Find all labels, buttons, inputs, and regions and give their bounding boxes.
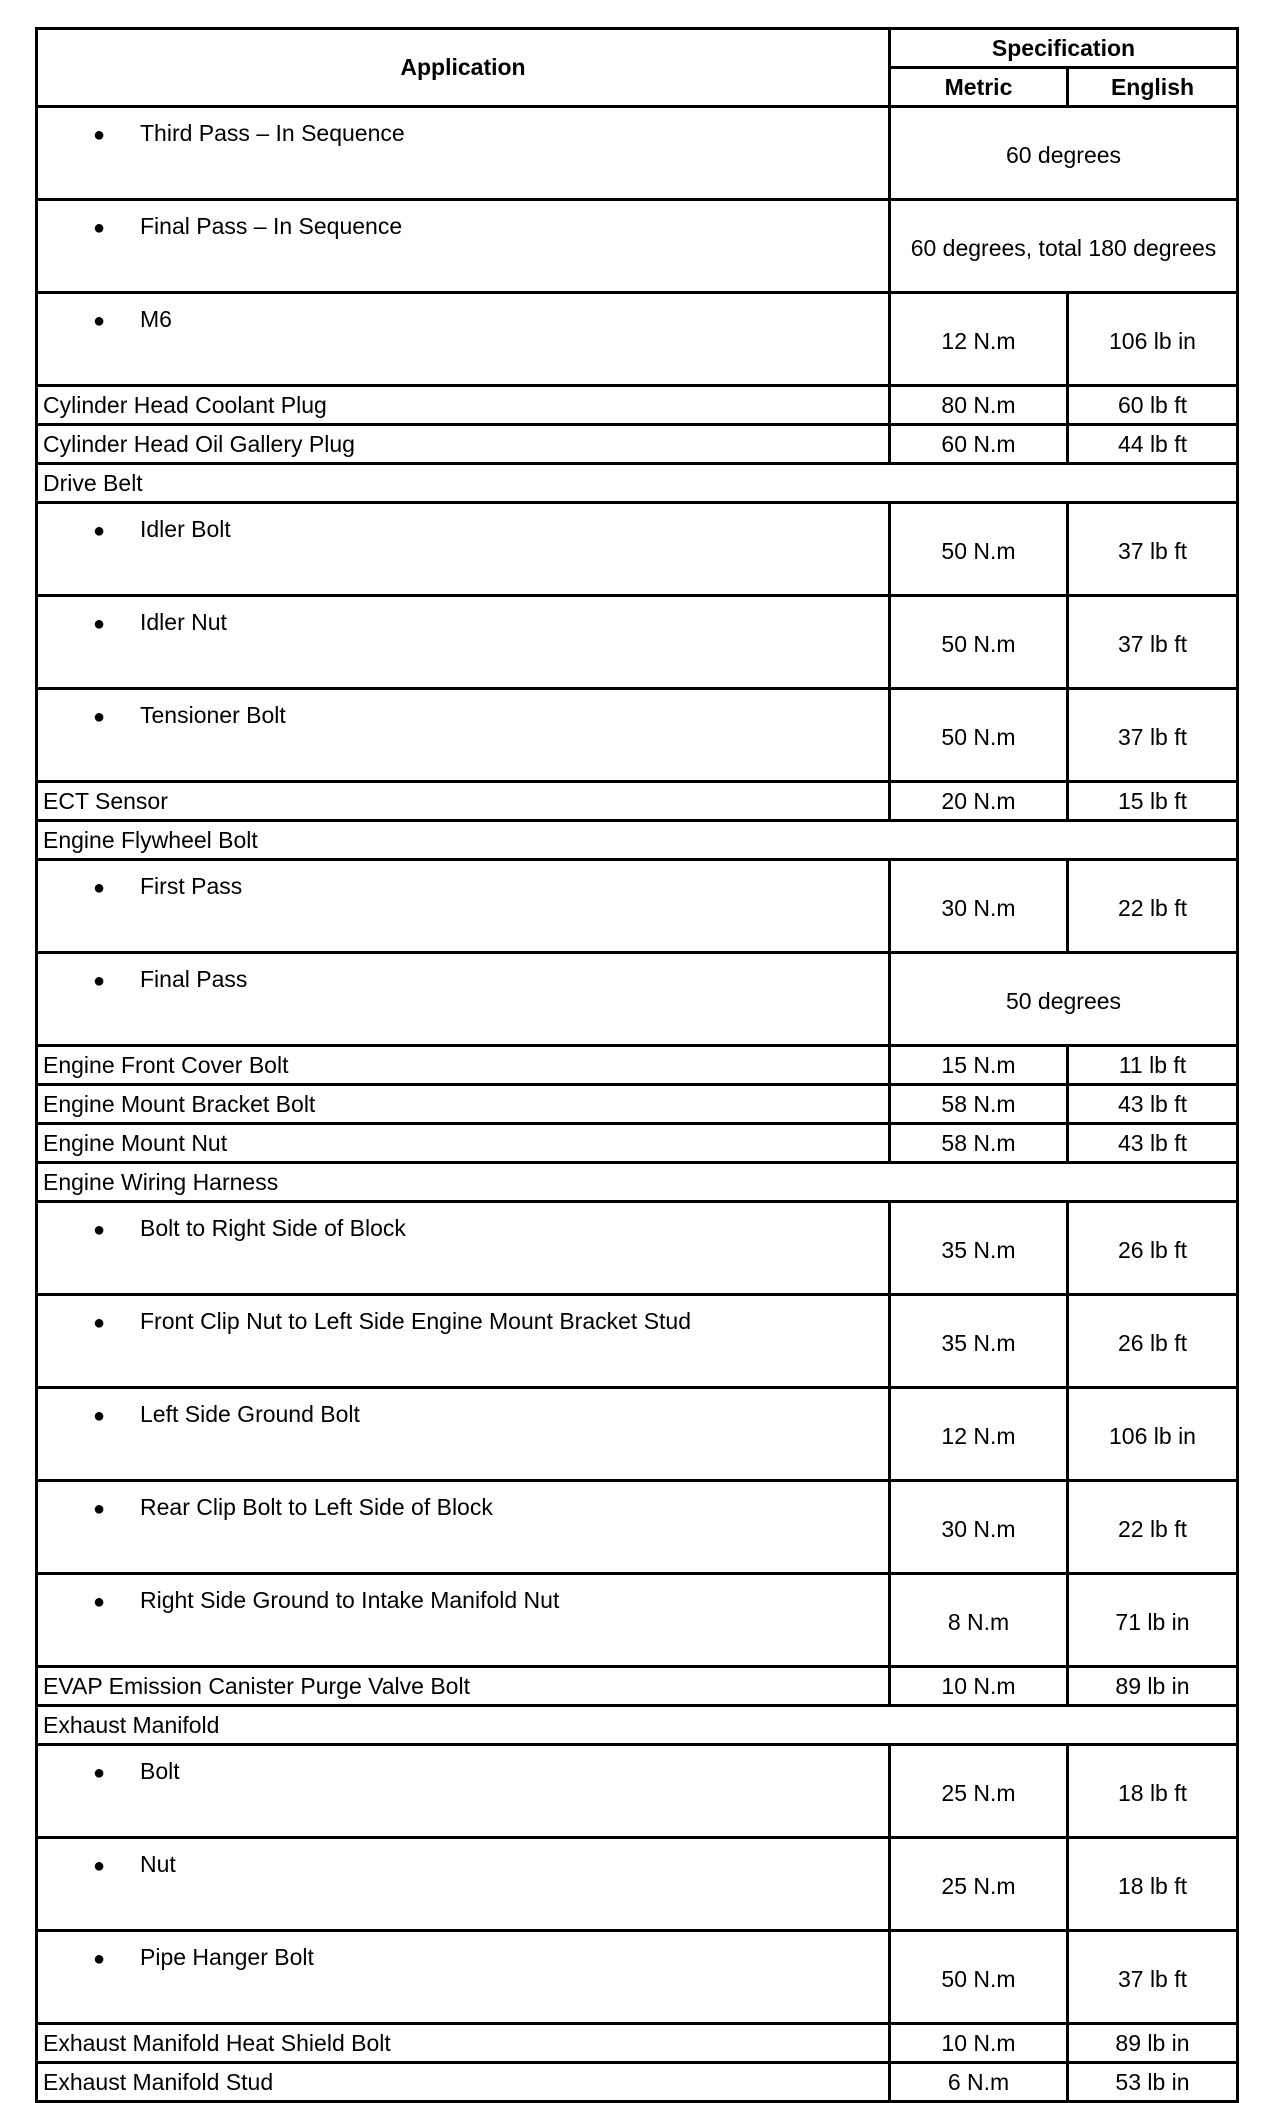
bullet-icon: ● [93, 1762, 106, 1784]
metric-value: 50 N.m [890, 503, 1068, 596]
table-row [37, 1202, 1238, 1295]
table-row [37, 293, 1238, 386]
sub-item-cell [37, 596, 890, 689]
sub-item-cell [37, 200, 890, 293]
spec-value-cell: 60 degrees, total 180 degrees [890, 200, 1238, 293]
metric-value: 15 N.m [890, 1046, 1068, 1085]
sub-item-cell [37, 860, 890, 953]
spec-value-cell: 60 degrees [890, 107, 1238, 200]
metric-value: 58 N.m [890, 1124, 1068, 1163]
sub-item-cell [37, 1202, 890, 1295]
metric-value: 58 N.m [890, 1085, 1068, 1124]
bullet-icon: ● [93, 1405, 106, 1427]
metric-value: 10 N.m [890, 2024, 1068, 2063]
english-value: 53 lb in [1068, 2063, 1238, 2102]
metric-value: 30 N.m [890, 860, 1068, 953]
application-label: First Pass [140, 873, 243, 899]
metric-header: Metric [890, 68, 1068, 107]
table-row [37, 107, 1238, 200]
english-value: 71 lb in [1068, 1574, 1238, 1667]
english-value: 37 lb ft [1068, 689, 1238, 782]
metric-value: 50 N.m [890, 689, 1068, 782]
application-label: EVAP Emission Canister Purge Valve Bolt [37, 1667, 890, 1706]
bullet-icon: ● [93, 1591, 106, 1613]
application-label: Rear Clip Bolt to Left Side of Block [140, 1494, 493, 1520]
english-value: 37 lb ft [1068, 596, 1238, 689]
bullet-icon: ● [93, 217, 106, 239]
table-row [37, 1085, 1238, 1124]
table-row [37, 821, 1238, 860]
application-label: Final Pass [140, 966, 248, 992]
application-label: Nut [140, 1851, 176, 1877]
english-value: 26 lb ft [1068, 1202, 1238, 1295]
spec-value-cell: 50 degrees [890, 953, 1238, 1046]
metric-value: 10 N.m [890, 1667, 1068, 1706]
metric-value: 12 N.m [890, 293, 1068, 386]
table-row [37, 1295, 1238, 1388]
metric-value: 50 N.m [890, 1931, 1068, 2024]
sub-item-cell [37, 293, 890, 386]
bullet-icon: ● [93, 1855, 106, 1877]
application-label: Cylinder Head Oil Gallery Plug [37, 425, 890, 464]
english-value: 18 lb ft [1068, 1745, 1238, 1838]
table-row [37, 1388, 1238, 1481]
english-value: 22 lb ft [1068, 860, 1238, 953]
application-label: Engine Mount Nut [37, 1124, 890, 1163]
application-label: Final Pass – In Sequence [140, 213, 403, 239]
sub-item-cell [37, 503, 890, 596]
table-row [37, 782, 1238, 821]
english-value: 106 lb in [1068, 1388, 1238, 1481]
table-row [37, 1124, 1238, 1163]
table-row [37, 1574, 1238, 1667]
english-value: 37 lb ft [1068, 1931, 1238, 2024]
table-row [37, 200, 1238, 293]
sub-item-cell [37, 689, 890, 782]
application-label: Idler Bolt [140, 516, 231, 542]
application-label: M6 [140, 306, 172, 332]
english-value: 43 lb ft [1068, 1124, 1238, 1163]
english-value: 89 lb in [1068, 1667, 1238, 1706]
application-label: Tensioner Bolt [140, 702, 286, 728]
bullet-icon: ● [93, 124, 106, 146]
sub-item-cell [37, 1931, 890, 2024]
bullet-icon: ● [93, 1312, 106, 1334]
table-row [37, 689, 1238, 782]
application-label: Bolt to Right Side of Block [140, 1215, 406, 1241]
application-header: Application [37, 29, 890, 107]
table-row [37, 1667, 1238, 1706]
table-row [37, 1745, 1238, 1838]
application-label: Front Clip Nut to Left Side Engine Mount Bracket Stud [140, 1308, 692, 1334]
english-value: 11 lb ft [1068, 1046, 1238, 1085]
bullet-icon: ● [93, 706, 106, 728]
bullet-icon: ● [93, 1498, 106, 1520]
bullet-icon: ● [93, 613, 106, 635]
group-heading: Engine Flywheel Bolt [37, 821, 1238, 860]
metric-value: 35 N.m [890, 1295, 1068, 1388]
application-label: Left Side Ground Bolt [140, 1401, 360, 1427]
table-row [37, 464, 1238, 503]
group-heading: Engine Wiring Harness [37, 1163, 1238, 1202]
application-label: Engine Front Cover Bolt [37, 1046, 890, 1085]
table-body [37, 107, 1238, 2102]
table-row [37, 860, 1238, 953]
english-value: 60 lb ft [1068, 386, 1238, 425]
english-value: 37 lb ft [1068, 503, 1238, 596]
bullet-icon: ● [93, 1948, 106, 1970]
metric-value: 6 N.m [890, 2063, 1068, 2102]
english-value: 18 lb ft [1068, 1838, 1238, 1931]
table-row [37, 1931, 1238, 2024]
metric-value: 60 N.m [890, 425, 1068, 464]
metric-value: 25 N.m [890, 1745, 1068, 1838]
sub-item-cell [37, 107, 890, 200]
bullet-icon: ● [93, 520, 106, 542]
sub-item-cell [37, 1745, 890, 1838]
table-header [37, 29, 1238, 107]
bullet-icon: ● [93, 877, 106, 899]
english-value: 15 lb ft [1068, 782, 1238, 821]
bullet-icon: ● [93, 970, 106, 992]
english-value: 44 lb ft [1068, 425, 1238, 464]
torque-spec-table [35, 27, 1239, 2103]
table-row [37, 1838, 1238, 1931]
table-row [37, 2063, 1238, 2102]
sub-item-cell [37, 1838, 890, 1931]
metric-value: 50 N.m [890, 596, 1068, 689]
table-row [37, 596, 1238, 689]
sub-item-cell [37, 953, 890, 1046]
group-heading: Exhaust Manifold [37, 1706, 1238, 1745]
english-value: 43 lb ft [1068, 1085, 1238, 1124]
application-label: Bolt [140, 1758, 180, 1784]
bullet-icon: ● [93, 310, 106, 332]
sub-item-cell [37, 1574, 890, 1667]
table-row [37, 1163, 1238, 1202]
table-row [37, 503, 1238, 596]
bullet-icon: ● [93, 1219, 106, 1241]
metric-value: 8 N.m [890, 1574, 1068, 1667]
metric-value: 20 N.m [890, 782, 1068, 821]
application-label: Idler Nut [140, 609, 227, 635]
application-label: Right Side Ground to Intake Manifold Nut [140, 1587, 560, 1613]
application-label: Exhaust Manifold Heat Shield Bolt [37, 2024, 890, 2063]
english-value: 106 lb in [1068, 293, 1238, 386]
table-row [37, 2024, 1238, 2063]
application-label: Third Pass – In Sequence [140, 120, 405, 146]
english-header: English [1068, 68, 1238, 107]
metric-value: 12 N.m [890, 1388, 1068, 1481]
application-label: ECT Sensor [37, 782, 890, 821]
application-label: Exhaust Manifold Stud [37, 2063, 890, 2102]
metric-value: 30 N.m [890, 1481, 1068, 1574]
sub-item-cell [37, 1295, 890, 1388]
table-row [37, 953, 1238, 1046]
sub-item-cell [37, 1388, 890, 1481]
english-value: 26 lb ft [1068, 1295, 1238, 1388]
specification-header: Specification [890, 29, 1238, 68]
table-row [37, 1046, 1238, 1085]
application-label: Engine Mount Bracket Bolt [37, 1085, 890, 1124]
table-row [37, 425, 1238, 464]
metric-value: 35 N.m [890, 1202, 1068, 1295]
table-row [37, 1706, 1238, 1745]
application-label: Cylinder Head Coolant Plug [37, 386, 890, 425]
table-row [37, 386, 1238, 425]
application-label: Pipe Hanger Bolt [140, 1944, 314, 1970]
metric-value: 25 N.m [890, 1838, 1068, 1931]
table-row [37, 1481, 1238, 1574]
english-value: 22 lb ft [1068, 1481, 1238, 1574]
english-value: 89 lb in [1068, 2024, 1238, 2063]
group-heading: Drive Belt [37, 464, 1238, 503]
sub-item-cell [37, 1481, 890, 1574]
metric-value: 80 N.m [890, 386, 1068, 425]
